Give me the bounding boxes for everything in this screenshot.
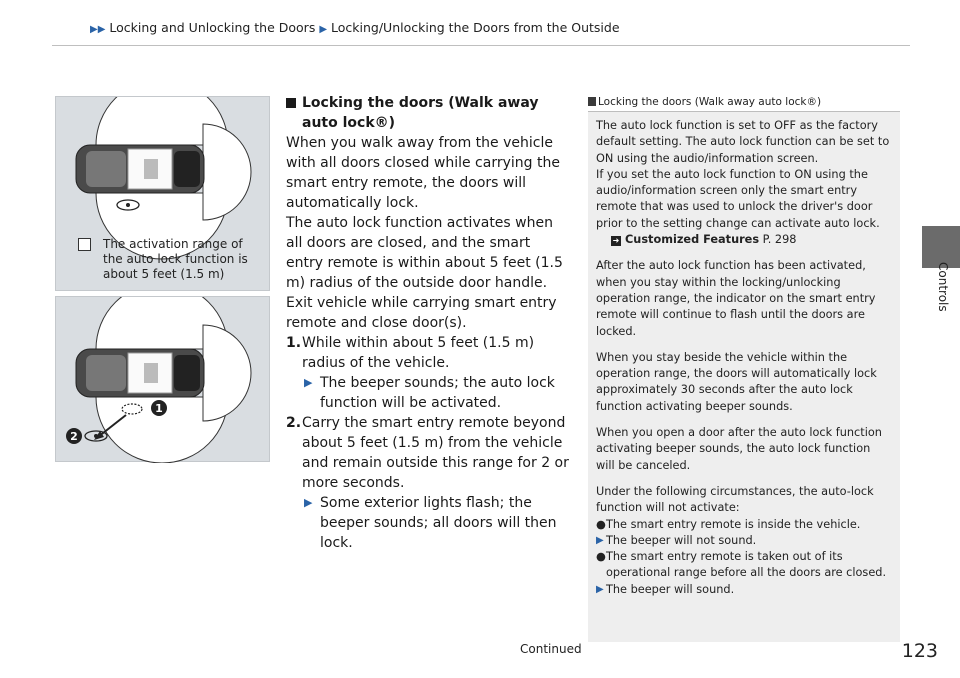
callout-1-label: 1 [155,402,163,415]
note-bullet: ● The smart entry remote is taken out of its operational range before all the doors are closed. [596,550,887,580]
note-paragraph: After the auto lock function has been activated, when you stay within the locking/unlocking operation range, the indicator on the smart entry remote will continue to flash until the doors are locked. [596,259,876,338]
breadcrumb-level1[interactable]: Locking and Unlocking the Doors [109,20,316,35]
figure-activation-range [55,96,270,291]
reference-arrow-icon: ➜ [612,236,620,246]
range-legend-swatch-icon [78,238,91,251]
intro-paragraph: Exit vehicle while carrying smart entry remote and close door(s). [286,295,557,331]
heading-bullet-icon [286,98,296,108]
vehicle-walk-away-illustration [56,297,271,463]
figure-walk-away [55,296,270,462]
continued-label: Continued [520,642,582,656]
breadcrumb [90,20,620,35]
result-arrow-icon: ▶ [304,496,313,509]
note-bullet: ● The smart entry remote is inside the vehicle. [596,517,861,531]
header-divider [52,45,910,46]
note-paragraph: When you stay beside the vehicle within the operation range, the doors will automatically lock approximately 30 seconds after the auto lock function activating beeper sounds. [596,350,877,413]
smart-remote-icon [85,431,107,441]
note-marker-icon [588,97,596,106]
cross-reference-link[interactable]: ➜ Customized Features P. 298 [612,233,797,247]
note-result: ▶ The beeper will sound. [596,582,735,596]
result-arrow-icon: ▶ [304,376,313,389]
main-content [286,93,571,553]
step-item: 1. While within about 5 feet (1.5 m) radius of the vehicle. [286,335,535,371]
intro-paragraph: When you walk away from the vehicle with all doors closed while carrying the smart entry remote, the doors will automatically lock. [286,135,560,211]
section-tab-label: Controls [936,262,950,312]
note-result: ▶ The beeper will not sound. [596,533,757,547]
figure-caption: The activation range of the auto lock function is about 5 feet (1.5 m) [78,237,263,282]
note-paragraph: The auto lock function is set to OFF as the factory default setting. The auto lock function can be set to ON using the audio/information screen. [596,119,890,165]
section-heading: Locking the doors (Walk away auto lock®) [286,93,571,133]
intro-paragraph: The auto lock function activates when all doors are closed, and the smart entry remote is within about 5 feet (1.5 m) radius of the outside door handle. [286,215,563,291]
breadcrumb-level2[interactable]: Locking/Unlocking the Doors from the Outside [331,20,620,35]
note-paragraph: Under the following circumstances, the auto-lock function will not activate: [596,484,874,515]
breadcrumb-arrow-icon: ▶ [319,24,328,35]
step-result: ▶ The beeper sounds; the auto lock function will be activated. [304,375,555,411]
breadcrumb-arrow-icon: ▶▶ [90,24,106,35]
note-paragraph: When you open a door after the auto lock function activating beeper sounds, the auto lock function will be canceled. [596,426,882,472]
step-result: ▶ Some exterior lights flash; the beeper sounds; all doors will then lock. [304,495,557,551]
callout-2-label: 2 [70,430,78,443]
side-note [588,92,900,642]
note-paragraph: If you set the auto lock function to ON using the audio/information screen only the smart entry remote that was used to unlock the driver's door prior to the setting change can activate auto lock. [596,167,880,230]
note-title: Locking the doors (Walk away auto lock®) [588,92,900,112]
step-item: 2. Carry the smart entry remote beyond about 5 feet (1.5 m) from the vehicle and remain outside this range for 2 or more seconds. [286,415,569,491]
page-number: 123 [901,640,938,662]
